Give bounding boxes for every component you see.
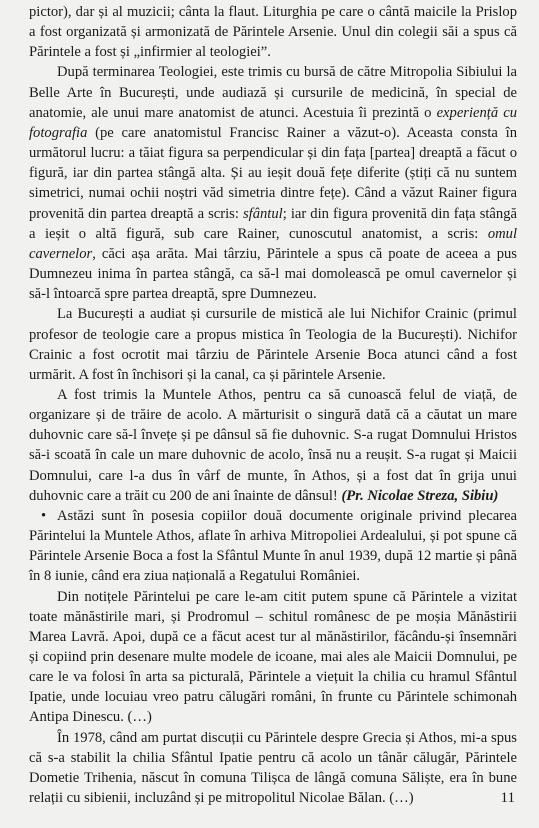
paragraph — [29, 728, 517, 809]
text-run: ; iar din figura provenită din fața stângă a ieșit o altă figură, sub care Rainer, cunoscutul anatomist, a scris: — [29, 205, 517, 242]
text-run: În 1978, când am purtat discuții cu Părintele despre Grecia și Athos, mi-a spus că s-a stabilit la chilia Sfântul Ipatie pentru că acolo un tânăr călugăr, Părintele Dometie Trihenia, născut în comuna Tilișca de lângă comuna Săliște, era în bune relații cu sibienii, incluzând și pe mitropolitul Nicolae Bălan. (…) — [29, 729, 517, 807]
text-run: La București a audiat și cursurile de mistică ale lui Nichifor Crainic (primul profesor de teologie care a propus mistica în Teologia de la București). Nichifor Crainic a fost ocrotit mai târziu de Părintele Arsenie Boca atunci când a fost urmărit. A fost în închisori și la canal, ca și părintele Arsenie. — [29, 306, 517, 383]
emphasis-text: experiență cu fotografia — [29, 104, 517, 141]
text-run: Astăzi sunt în posesia copiilor două documente originale privind plecarea Părintelui la Muntele Athos, aflate în arhiva Mitropoliei Ardealului, și pot spune că Părintele Arsenie Boca a fost la Sfântul Munte în anul 1939, după 12 martie și până în 8 iunie, când era ziua națională a Regatului României. — [29, 507, 517, 585]
emphasis-text — [341, 488, 498, 504]
text-run: După terminarea Teologiei, este trimis cu bursă de către Mitropolia Sibiului la Belle Arte în București, unde audiază și cursurile de medicină, în special de anatomie, ale unui mare anatomist de atunci. Acestuia îi prezintă o — [29, 64, 517, 121]
body-text — [29, 2, 517, 808]
text-run: A fost trimis la Muntele Athos, pentru ca să cunoască felul de viață, de organizare și de trăire de acolo. A mărturisit o singură dată că a căutat un mare duhovnic care să-l învețe și pe dânsul să fie duhovnic. S-a rugat Domnului Hristos să-i scoată în cale un mare duhovnic de acolo, însă nu a reușit. S-a rugat și Maicii Domnului, care l-a dus în vârf de munte, în Athos, și a fost dat în grija unui duhovnic care a trăit cu 200 de ani înainte de dânsul! — [29, 386, 517, 504]
text-run: , căci așa arăta. Mai târziu, Părintele a spus că poate de aceea a pus Dumnezeu inima în partea stângă, ca să-l mai domolească pe omul cavernelor și să-l întoarcă spre partea dreaptă, spre Dumnezeu. — [29, 245, 517, 303]
paragraph — [29, 62, 517, 304]
text-run: Din notițele Părintelui pe care le-am citit putem spune că Părintele a vizitat toate mănăstirile mari, și Prodromul – schitul românesc de pe moșia Mănăstirii Marea Lavră. Apoi, după ce a făcut acest tur al mănăstirilor, făcându-și însemnări și copiind prin desenare multe modele de icoane, mai ales ale Maicii Domnului, pe care le va folosi în arta sa picturală, Părintele a viețuit la chilia cu hramul Sfântul Ipatie, unde locuiau vreo patru călugări români, în frunte cu Părintele schimonah Antipa Dinescu. (…) — [29, 588, 517, 726]
emphasis-text: (Pr. Nicolae Streza, Sibiu) — [341, 487, 499, 504]
paragraph — [29, 304, 517, 385]
text-run: pictor), dar și al muzicii; cânta la flaut. Liturghia pe care o cântă maicile la Prislop a fost organizată și armonizată de Părintele Arsenie. Unul din colegii săi a spus că Părintele a fost și „infirmier al teologiei”. — [29, 4, 517, 61]
paragraph — [29, 2, 517, 62]
paragraph — [29, 587, 517, 728]
bullet-icon: • — [41, 507, 47, 524]
paragraph — [29, 506, 517, 587]
paragraph — [29, 385, 517, 506]
text-run: (pe care anatomistul Francisc Rainer a văzut-o). Aceasta consta în următorul lucru: a tăiat figura sa perpendicular și din fața [partea] dreaptă a făcut o figură, iar din partea stângă alta. Și au ieșit două fețe diferite (știți că nu suntem simetrici, numai ochii noștri văd simetria dintre fețe). Când a văzut Rainer figura provenită din partea dreaptă a scris: — [29, 124, 517, 222]
emphasis-text: sfântul — [242, 205, 283, 222]
emphasis-text: omul cavernelor — [29, 225, 517, 262]
page-number: 11 — [500, 790, 515, 806]
